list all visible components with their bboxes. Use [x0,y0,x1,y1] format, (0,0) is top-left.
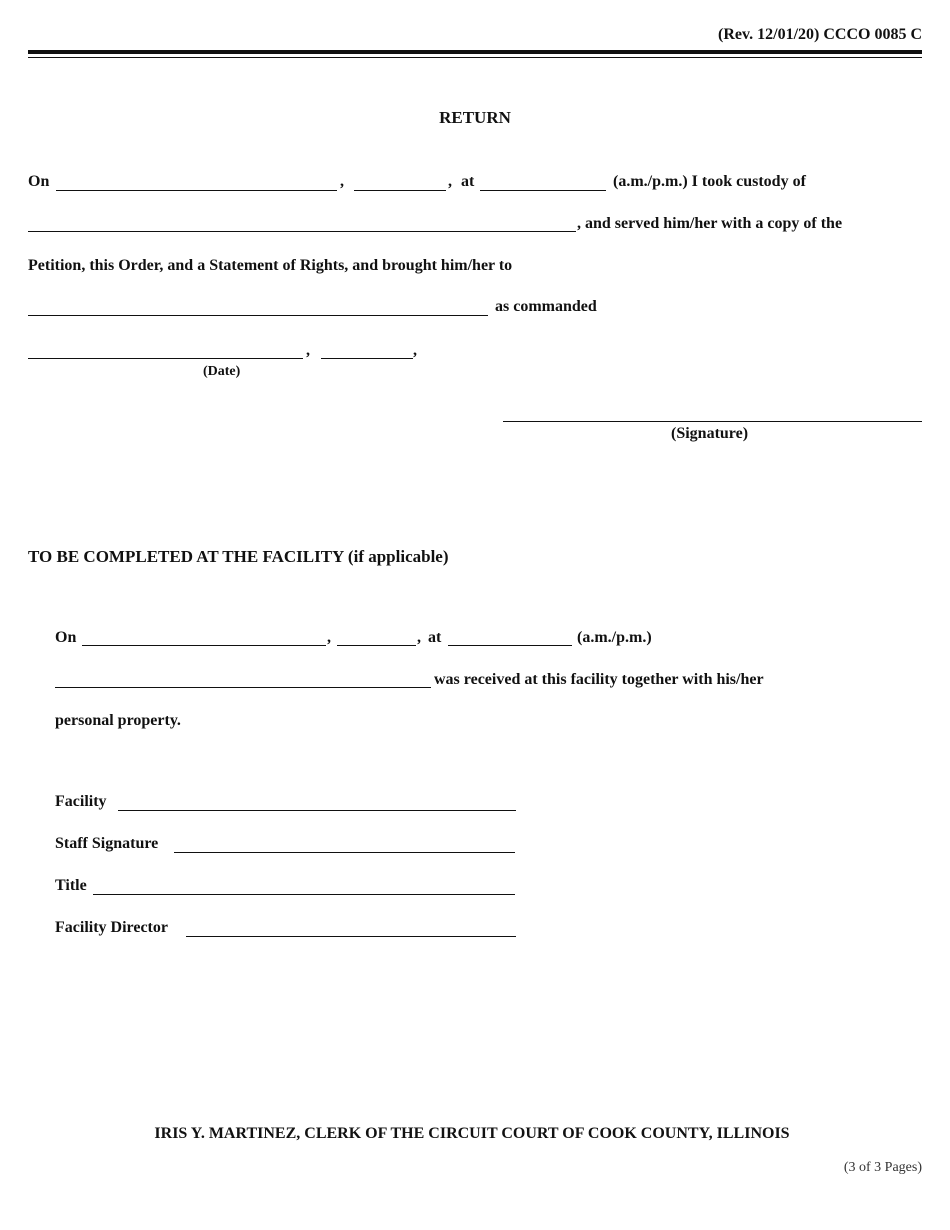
served-text: , and served him/her with a copy of the [577,215,843,232]
title-blank[interactable] [93,894,515,895]
facility-name-blank[interactable] [118,810,516,811]
on-label: On [55,629,77,646]
personal-property-text: personal property. [55,712,181,729]
comma: , [417,629,421,646]
as-commanded-text: as commanded [495,298,597,315]
clerk-footer: IRIS Y. MARTINEZ, CLERK OF THE CIRCUIT COURT OF COOK COUNTY, ILLINOIS [154,1125,790,1142]
header-rule-thick [28,50,922,54]
facility-label: Facility [55,793,107,810]
comma: , [306,342,310,359]
at-label: at [461,173,475,190]
comma: , [340,173,344,190]
return-title: RETURN [439,108,511,127]
comma: , [327,629,331,646]
header-rule-thin [28,57,922,58]
comma: , [413,342,417,359]
return-year-blank[interactable] [321,358,413,359]
petition-text: Petition, this Order, and a Statement of Rights, and brought him/her to [28,257,513,274]
comma: , [448,173,452,190]
form-revision-number: (Rev. 12/01/20) CCCO 0085 C [718,26,922,43]
person-name-blank[interactable] [28,231,576,232]
received-year-blank[interactable] [337,645,416,646]
received-time-suffix: (a.m./p.m.) [577,629,652,646]
custody-year-blank[interactable] [354,190,446,191]
destination-blank[interactable] [28,315,488,316]
signature-caption: (Signature) [671,425,749,442]
staff-signature-blank[interactable] [174,852,515,853]
return-date-blank[interactable] [28,358,303,359]
custody-time-blank[interactable] [480,190,606,191]
staff-signature-label: Staff Signature [55,835,159,852]
facility-section-heading: TO BE COMPLETED AT THE FACILITY (if applicable) [28,547,449,566]
facility-director-blank[interactable] [186,936,516,937]
received-person-blank[interactable] [55,687,431,688]
page-number: (3 of 3 Pages) [843,1160,922,1175]
custody-time-suffix: (a.m./p.m.) I took custody of [613,173,806,190]
at-label: at [428,629,442,646]
received-date-blank[interactable] [82,645,326,646]
received-time-blank[interactable] [448,645,572,646]
custody-date-blank[interactable] [56,190,337,191]
title-label: Title [55,877,87,894]
received-text: was received at this facility together with his/her [434,671,764,688]
date-caption: (Date) [203,364,241,379]
signature-blank[interactable] [503,421,922,422]
facility-director-label: Facility Director [55,919,168,936]
on-label: On [28,173,50,190]
